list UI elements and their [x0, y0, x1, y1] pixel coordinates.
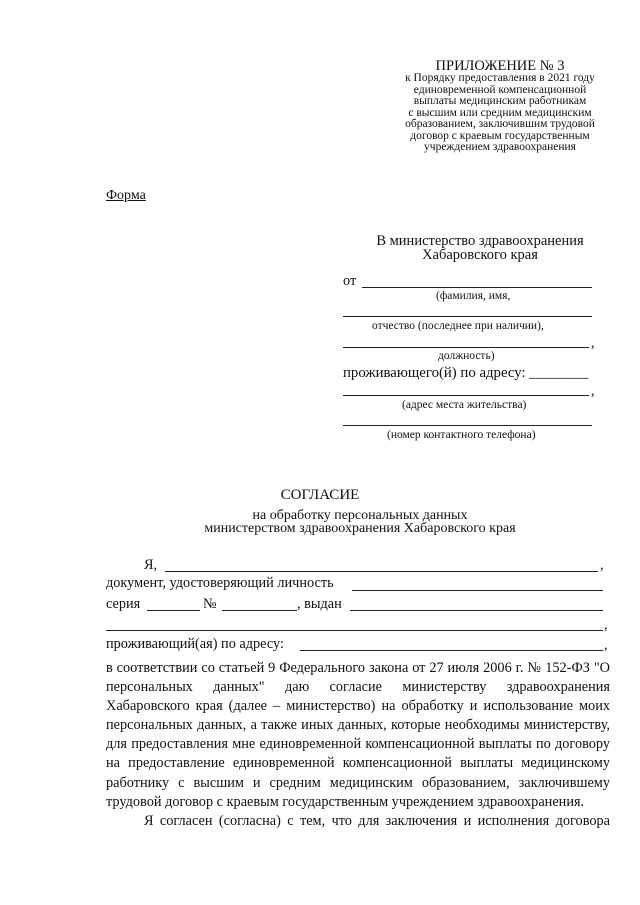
appendix-subtitle-line: с высшим или средним медицинским: [408, 106, 592, 119]
consent-paragraph: в соответствии со статьей 9 Федерального закона от 27 июля 2006 г. № 152-ФЗ "О персональных данных" даю согласие министерству здравоохранения Хабаровского края (далее – министерство) на обработку и использование моих персональных данных, а также иных данных, которые необходимы министерству, для предоставления мне единовременной компенсационной выплаты по договору на предоставление единовременной компенсационной выплаты медицинскому работнику с высшим и средним медицинским образованием, заключившему трудовой договор с краевым государственным учреждением здравоохранения.: [106, 660, 610, 810]
appendix-subtitle-line: образованием, заключившим трудовой: [405, 118, 595, 130]
number-field-line[interactable]: [222, 610, 297, 611]
from-label: от: [343, 273, 357, 289]
residing-label: проживающего(й) по адресу: ________: [343, 365, 589, 381]
appendix-subtitle-line: выплаты медицинским работникам: [413, 95, 587, 107]
comma: ,: [591, 335, 595, 351]
address-hint: (адрес места жительства): [402, 399, 527, 411]
number-label: №: [203, 596, 217, 612]
series-field-line[interactable]: [147, 610, 200, 611]
patronymic-hint: отчество (последнее при наличии),: [372, 320, 544, 332]
ya-label: Я,: [144, 557, 158, 573]
address-field-line[interactable]: [343, 395, 589, 396]
document-label: документ, удостоверяющий личность: [106, 575, 334, 591]
addressee-block: [360, 234, 600, 262]
name-field-line[interactable]: [362, 287, 592, 288]
consent-subtitle: министерством здравоохранения Хабаровского края: [204, 521, 516, 536]
patronymic-field-line[interactable]: [343, 316, 592, 317]
position-field-line[interactable]: [343, 347, 589, 348]
phone-field-line[interactable]: [343, 425, 592, 426]
issued-field-line[interactable]: [350, 610, 603, 611]
phone-hint: (номер контактного телефона): [387, 429, 536, 441]
residing-address-field-line[interactable]: [300, 650, 603, 651]
residing-address-label: проживающий(ая) по адресу:: [106, 636, 284, 652]
appendix-subtitle-line: к Порядку предоставления в 2021 году: [405, 72, 595, 84]
addressee-line1: В министерство здравоохранения: [376, 233, 584, 249]
appendix-subtitle-line: единовременной компенсационной: [413, 83, 587, 96]
appendix-title: ПРИЛОЖЕНИЕ № 3: [435, 58, 565, 74]
consent-subtitle: на обработку персональных данных: [252, 508, 468, 523]
issued-continuation-line[interactable]: [106, 630, 603, 631]
document-field-line[interactable]: [352, 590, 603, 591]
comma: ,: [604, 637, 608, 653]
appendix-subtitle: [380, 73, 620, 154]
comma: ,: [604, 617, 608, 633]
comma: ,: [600, 557, 604, 573]
consent-paragraph-2: Я согласен (согласна) с тем, что для заключения и исполнения договора: [144, 813, 610, 829]
appendix-subtitle-line: учреждением здравоохранения: [424, 141, 576, 153]
form-label: Форма: [106, 188, 146, 203]
series-label: серия: [106, 596, 141, 612]
name-hint: (фамилия, имя,: [436, 290, 511, 302]
position-hint: должность): [438, 350, 495, 362]
issued-label: , выдан: [297, 596, 342, 612]
comma: ,: [591, 383, 595, 399]
consent-title: СОГЛАСИЕ: [280, 487, 360, 503]
addressee-line2: Хабаровского края: [422, 247, 538, 263]
appendix-subtitle-line: договор с краевым государственным: [410, 129, 590, 142]
fullname-field-line[interactable]: [165, 571, 598, 572]
